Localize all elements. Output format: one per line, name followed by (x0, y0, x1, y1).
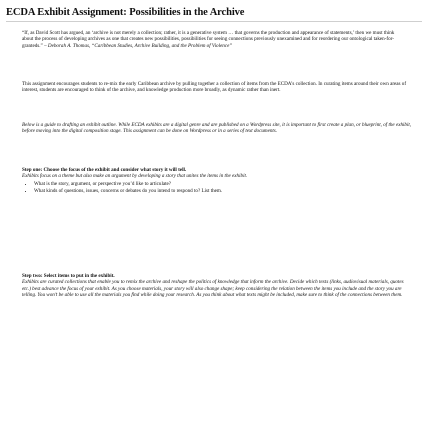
quote-text: “If, as David Scott has argued, an ‘archive is not merely a collection; rather, it is a generative system … that governs the production and appearance of statements,’ then we must think about the process of developing archives as one that creates new possibilities, possibilities for seeing connections previously unexamined and for reordering our ontological taken-for-granteds.” – (22, 30, 395, 49)
page-title: ECDA Exhibit Assignment: Possibilities in the Archive (6, 7, 422, 22)
step-one-heading: Step one: Choose the focus of the exhibit and consider what story it will tell. (22, 167, 187, 173)
step-one-section (22, 167, 412, 195)
guide-paragraph: Below is a guide to drafting an exhibit outline. While ECDA exhibits are a digital genre and are published on a Wordpress site, it is important to first create a plan, or blueprint, of the exhibit, before moving into the digital composition stage. This assignment can be done on Wordpress or in a series of text documents. (22, 122, 412, 135)
step-one-body: Exhibits focus on a theme but also make an argument by developing a story that unites the items in the exhibit. (22, 173, 248, 180)
step-one-bullet: • What is the story, argument, or perspective you’d like to articulate? (34, 181, 412, 187)
quote-attribution: Deborah A. Thomas, “Caribbean Studies, Archive Building, and the Problem of Violence” (47, 42, 233, 49)
intro-paragraph: This assignment encourages students to re-mix the early Caribbean archive by pulling together a collection of items from the ECDA’s collection. In curating items around their own areas of interest, students are encouraged to think of the archive, and knowledge production more broadly, as dynamic rather than inert. (22, 81, 407, 94)
bottom-cutoff (0, 420, 428, 428)
step-two-heading: Step two: Select items to put in the exhibit. (22, 273, 115, 279)
step-one-bullet: • What kinds of questions, issues, concerns or debates do you intend to respond to? List them. (34, 188, 412, 194)
step-two-body: Exhibits are curated collections that enable you to remix the archive and reshape the politics of knowledge that inform the archive. Decide which texts (links, audiovisual materials, quotes etc.) best advance the focus of your exhibit. As you choose materials, your story will also change shape; keep considering the relation between the items you include and the story you are telling. You won’t be able to use all the materials you find while doing your research. As you think about what texts might be included, make sure to think of the connections between them. (22, 279, 404, 299)
step-two-section (22, 273, 412, 299)
step-one-bullet-list (22, 181, 412, 194)
epigraph-quote (22, 30, 400, 49)
